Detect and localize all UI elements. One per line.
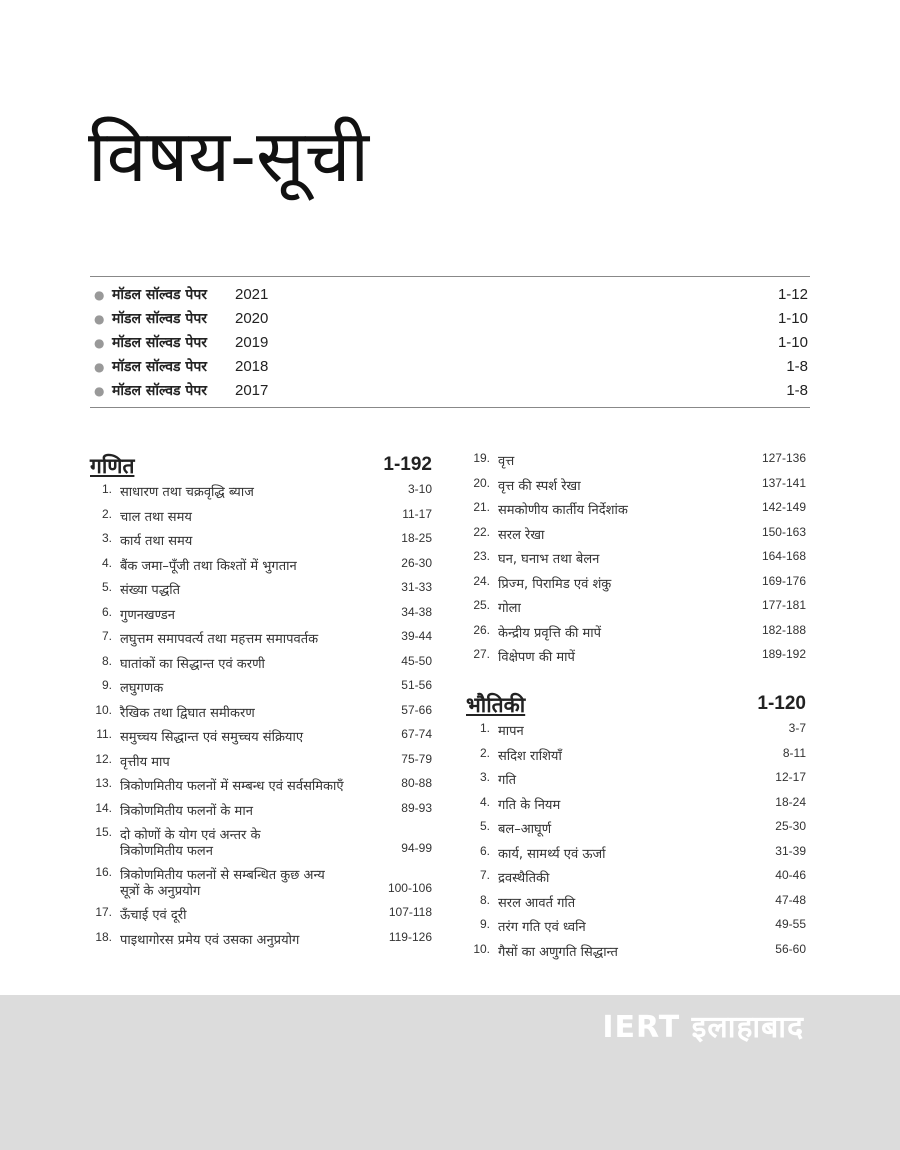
chapter-pages: 189-192 [761,647,806,661]
bullet-icon: ● [94,360,105,374]
paper-pages: 1-12 [777,286,808,303]
chapter-pages: 80-88 [401,776,432,790]
chapter-number: 9. [479,917,490,931]
chapter-pages: 94-99 [401,841,432,855]
chapter-pages: 31-39 [775,843,806,858]
chapter-title: घन, घनाभ तथा बेलन [498,552,600,567]
chapter-item[interactable] [468,549,806,574]
ganit-chapter-list-continued [468,451,806,672]
chapter-number: 1. [479,721,490,735]
chapter-pages: 26-30 [401,555,432,570]
chapter-pages: 142-149 [761,500,806,514]
chapter-item[interactable] [468,917,806,942]
section-header-bhautiki [466,691,806,721]
chapter-item[interactable] [90,482,432,507]
paper-year: 2021 [235,286,269,303]
chapter-title-line2: सूत्रों के अनुप्रयोग [120,884,201,899]
chapter-item[interactable] [90,531,432,556]
chapter-pages: 67-74 [401,727,432,741]
chapter-item[interactable] [468,500,806,525]
chapter-number: 9. [101,678,112,692]
chapter-pages: 8-11 [782,745,806,760]
chapter-item[interactable] [90,905,432,930]
chapter-number: 25. [473,598,490,612]
paper-row[interactable] [90,307,810,331]
chapter-item[interactable] [468,598,806,623]
chapter-title: मापन [498,724,524,739]
chapter-title: गैसों का अणुगति सिद्धान्त [498,944,618,960]
chapter-item[interactable] [468,451,806,476]
chapter-number: 26. [473,622,490,637]
chapter-item[interactable] [90,703,432,728]
chapter-number: 2. [101,506,112,521]
chapter-pages: 169-176 [761,573,806,588]
chapter-title: केन्द्रीय प्रवृत्ति की मापें [498,625,602,641]
footer-band [0,995,900,1150]
chapter-number: 7. [101,629,112,643]
chapter-item[interactable] [468,868,806,893]
chapter-pages: 150-163 [761,524,806,539]
chapter-title: वृत्तीय माप [120,754,170,770]
chapter-number: 12. [95,751,112,766]
chapter-item[interactable] [468,942,806,967]
paper-pages: 1-10 [777,334,808,351]
chapter-number: 5. [101,580,112,594]
chapter-title: घातांकों का सिद्धान्त एवं करणी [120,656,265,672]
chapter-title: लघुत्तम समापवर्त्य तथा महत्तम समापवर्तक [120,632,319,647]
chapter-pages: 39-44 [401,629,432,643]
chapter-pages: 40-46 [775,868,806,882]
chapter-number: 24. [473,573,490,588]
chapter-pages: 119-126 [388,929,432,944]
chapter-item[interactable] [90,930,432,955]
chapter-item[interactable] [90,727,432,752]
chapter-title: कार्य, सामर्थ्य एवं ऊर्जा [498,846,606,862]
chapter-item[interactable] [468,574,806,599]
chapter-pages: 56-60 [775,941,806,956]
chapter-pages: 100-106 [387,881,432,895]
paper-label: मॉडल सॉल्वड पेपर [112,359,208,375]
chapter-number: 3. [101,531,112,545]
chapter-pages: 31-33 [401,580,432,594]
chapter-pages: 3-7 [788,721,806,735]
chapter-number: 5. [479,819,490,833]
chapter-title: विक्षेपण की मापें [498,650,575,665]
chapter-item[interactable] [90,825,432,865]
chapter-pages: 47-48 [775,892,806,907]
bullet-icon: ● [94,312,105,326]
paper-row[interactable] [90,379,810,403]
paper-label: मॉडल सॉल्वड पेपर [112,311,208,327]
chapter-title: गुणनखण्डन [120,607,175,623]
chapter-pages: 177-181 [761,598,806,612]
chapter-title: दो कोणों के योग एवं अन्तर के [120,828,261,843]
bullet-icon: ● [94,336,105,350]
chapter-item[interactable] [90,865,432,905]
chapter-pages: 107-118 [388,905,432,919]
chapter-number: 8. [479,892,490,907]
chapter-title-line2: त्रिकोणमितीय फलन [120,844,213,859]
bullet-icon: ● [94,384,105,398]
chapter-item[interactable] [90,507,432,532]
chapter-number: 2. [479,745,490,760]
section-name: भौतिकी [466,693,526,717]
chapter-item[interactable] [90,580,432,605]
chapter-pages: 3-10 [407,482,432,496]
chapter-title: द्रवस्थैतिकी [498,871,550,886]
chapter-title: त्रिकोणमितीय फलनों से सम्बन्धित कुछ अन्य [120,868,325,883]
chapter-number: 18. [95,929,112,944]
chapter-number: 13. [95,776,112,790]
chapter-pages: 164-168 [761,549,806,563]
chapter-title: त्रिकोणमितीय फलनों के मान [120,803,253,819]
chapter-title: सरल आवर्त गति [498,895,576,911]
bhautiki-chapter-list [468,721,806,966]
chapter-number: 23. [473,549,490,563]
chapter-title: साधारण तथा चक्रवृद्धि ब्याज [120,485,254,500]
chapter-item[interactable] [90,605,432,630]
paper-row[interactable] [90,355,810,379]
chapter-title: सदिश राशियाँ [498,748,562,764]
chapter-number: 27. [473,647,490,661]
chapter-pages: 51-56 [401,678,432,692]
chapter-title: समुच्चय सिद्धान्त एवं समुच्चय संक्रियाए [120,730,304,745]
chapter-title: वृत्त [498,454,515,469]
chapter-number: 4. [101,555,112,570]
chapter-item[interactable] [468,795,806,820]
chapter-title: गति [498,773,517,788]
chapter-item[interactable] [90,629,432,654]
chapter-number: 22. [473,524,490,539]
ganit-chapter-list [90,482,432,954]
chapter-title: कार्य तथा समय [120,534,193,549]
chapter-title: संख्या पद्धति [120,583,180,598]
chapter-number: 20. [473,475,490,490]
chapter-item[interactable] [468,819,806,844]
paper-row[interactable] [90,283,810,307]
chapter-title: गोला [498,601,521,616]
chapter-item[interactable] [468,844,806,869]
chapter-title: रैखिक तथा द्विघात समीकरण [120,705,255,721]
chapter-title: ऊँचाई एवं दूरी [120,908,187,923]
chapter-title: समकोणीय कार्तीय निर्देशांक [498,503,628,518]
chapter-pages: 137-141 [761,475,806,490]
chapter-title: बैंक जमा–पूँजी तथा किश्तों में भुगतान [120,558,297,574]
chapter-number: 10. [95,702,112,717]
chapter-pages: 45-50 [401,653,432,668]
paper-row[interactable] [90,331,810,355]
chapter-item[interactable] [90,752,432,777]
chapter-title: चाल तथा समय [120,509,192,525]
chapter-number: 11. [96,727,112,741]
chapter-title: पाइथागोरस प्रमेय एवं उसका अनुप्रयोग [120,932,300,948]
chapter-pages: 182-188 [761,622,806,637]
chapter-pages: 49-55 [775,917,806,931]
model-papers-list [90,276,810,408]
paper-pages: 1-8 [786,358,808,375]
chapter-pages: 11-17 [402,506,432,521]
chapter-item[interactable] [468,721,806,746]
chapter-number: 19. [473,451,490,465]
chapter-pages: 75-79 [401,751,432,766]
chapter-item[interactable] [468,770,806,795]
section-range: 1-192 [383,454,432,475]
chapter-title: बल–आघूर्ण [498,822,552,837]
chapter-title: गति के नियम [498,797,561,813]
chapter-pages: 127-136 [761,451,806,465]
chapter-item[interactable] [468,525,806,550]
chapter-title: वृत्त की स्पर्श रेखा [498,478,581,494]
chapter-pages: 18-24 [775,794,806,809]
chapter-number: 21. [473,500,490,514]
bullet-icon: ● [94,288,105,302]
chapter-item[interactable] [468,893,806,918]
chapter-item[interactable] [90,654,432,679]
section-name: गणित [90,454,135,478]
chapter-item[interactable] [90,776,432,801]
chapter-pages: 34-38 [401,604,432,619]
chapter-item[interactable] [468,623,806,648]
chapter-item[interactable] [468,476,806,501]
chapter-title: लघुगणक [120,681,164,696]
chapter-number: 16. [95,865,112,879]
chapter-pages: 12-17 [775,770,806,784]
chapter-item[interactable] [90,678,432,703]
chapter-item[interactable] [468,746,806,771]
chapter-pages: 25-30 [775,819,806,833]
chapter-number: 7. [479,868,490,882]
chapter-item[interactable] [90,556,432,581]
chapter-item[interactable] [90,801,432,826]
chapter-pages: 89-93 [401,800,432,815]
chapter-title: सरल रेखा [498,527,545,543]
page-title: विषय-सूची [88,114,370,198]
section-header-ganit [90,452,432,482]
publisher-logo: IERT इलाहाबाद [602,1010,804,1045]
chapter-title: प्रिज्म, पिरामिड एवं शंकु [498,576,612,592]
chapter-number: 3. [479,770,490,784]
chapter-number: 6. [101,604,112,619]
paper-year: 2017 [235,382,269,399]
paper-label: मॉडल सॉल्वड पेपर [112,335,208,351]
paper-pages: 1-10 [777,310,808,327]
chapter-number: 4. [479,794,490,809]
paper-label: मॉडल सॉल्वड पेपर [112,287,208,303]
chapter-number: 6. [479,843,490,858]
paper-year: 2020 [235,310,269,327]
paper-label: मॉडल सॉल्वड पेपर [112,383,208,399]
chapter-pages: 18-25 [401,531,432,545]
chapter-item[interactable] [468,647,806,672]
paper-year: 2018 [235,358,269,375]
chapter-number: 17. [95,905,112,919]
chapter-number: 1. [101,482,112,496]
chapter-number: 15. [95,825,112,839]
section-range: 1-120 [757,693,806,714]
chapter-pages: 57-66 [401,702,432,717]
chapter-title: त्रिकोणमितीय फलनों में सम्बन्ध एवं सर्वसमिकाएँ [120,779,344,794]
chapter-title: तरंग गति एवं ध्वनि [498,920,586,935]
chapter-number: 10. [473,941,490,956]
chapter-number: 14. [95,800,112,815]
chapter-number: 8. [101,653,112,668]
paper-year: 2019 [235,334,269,351]
paper-pages: 1-8 [786,382,808,399]
